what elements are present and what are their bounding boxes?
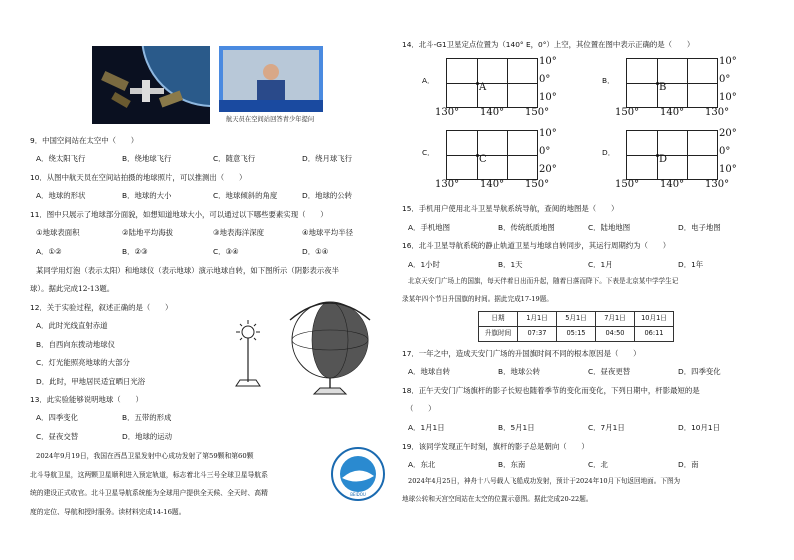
q19-option-b[interactable]: B．东南 — [498, 460, 526, 469]
grid-point-dot — [656, 82, 659, 85]
grid-lon-label: 140° — [480, 179, 505, 190]
q19-option-a[interactable]: A．东北 — [408, 460, 436, 469]
q15-option-c[interactable]: C．陆地地图 — [588, 223, 631, 232]
q11-option-d[interactable]: D．①④ — [302, 247, 329, 256]
grid-lon-label: 130° — [705, 107, 730, 118]
q17-option-a[interactable]: A．地球自转 — [408, 367, 451, 376]
grid-lat-label: 20° — [719, 128, 737, 139]
q15-option-d[interactable]: D．电子地图 — [678, 223, 721, 232]
grid-option-label: D． — [602, 148, 616, 157]
intro-17-line1: 北京天安门广场上的国旗，每天伴着日出而升起，随着日落而降下。下表是北京某中学学生记 — [408, 277, 679, 285]
q11-item-4: ④地球平均半径 — [302, 228, 353, 237]
coordinate-grid — [446, 130, 538, 180]
grid-lon-label: 130° — [705, 179, 730, 190]
grid-lon-label: 140° — [480, 107, 505, 118]
q13-option-b[interactable]: B．五带的形成 — [122, 413, 172, 422]
q18-option-a[interactable]: A．1月1日 — [408, 423, 445, 432]
grid-lat-label: 10° — [719, 92, 737, 103]
grid-option-label: C． — [422, 148, 435, 157]
q10-option-d[interactable]: D．地球的公转 — [302, 191, 353, 200]
q17-option-b[interactable]: B．地球公转 — [498, 367, 541, 376]
grid-option-label: B． — [602, 76, 615, 85]
astronaut-photo — [219, 46, 323, 112]
grid-lat-label: 0° — [539, 74, 551, 85]
grid-lon-label: 140° — [660, 107, 685, 118]
q13-option-a[interactable]: A．四季变化 — [36, 413, 79, 422]
q16-option-b[interactable]: B．1天 — [498, 260, 523, 269]
q18-paren: （ ） — [406, 404, 436, 413]
q17-option-d[interactable]: D．四季变化 — [678, 367, 721, 376]
q11-item-2: ②陆地平均海拔 — [122, 228, 173, 237]
lamp-globe-illustration — [230, 290, 380, 400]
intro-12-line2: 球）。据此完成12-13题。 — [30, 284, 115, 293]
q13-option-d[interactable]: D．地球的运动 — [122, 432, 173, 441]
grid-lon-label: 130° — [435, 179, 460, 190]
q19-stem: 19．该同学发现正午时刻，旗杆的影子总是朝向（ ） — [402, 442, 589, 451]
space-station-illustration — [92, 46, 210, 124]
beidou-logo-text: BEIDOU — [350, 492, 366, 497]
grid-lat-label: 0° — [719, 74, 731, 85]
q19-option-c[interactable]: C．北 — [588, 460, 608, 469]
grid-lat-label: 0° — [539, 146, 551, 157]
intro-14-line2: 北斗导航卫星，这两颗卫星顺利进入预定轨道，标志着北斗三号全球卫星导航系 — [30, 471, 268, 479]
photo-caption: 航天员在空间站回答青少年提问 — [226, 116, 315, 123]
grid-point-dot — [476, 82, 479, 85]
grid-lat-label: 10° — [719, 56, 737, 67]
grid-point-dot — [476, 154, 479, 157]
grid-lat-label: 10° — [719, 164, 737, 175]
grid-point-label: C — [478, 154, 487, 165]
q12-option-a[interactable]: A．此时光线直射赤道 — [36, 321, 108, 330]
q17-option-c[interactable]: C．昼夜更替 — [588, 367, 631, 376]
q11-item-3: ③地表海洋深度 — [213, 228, 264, 237]
intro-14-line1: 2024年9月19日，我国在西昌卫星发射中心成功发射了第59颗和第60颗 — [36, 452, 254, 460]
q9-option-a[interactable]: A．绕太阳飞行 — [36, 154, 86, 163]
q12-option-d[interactable]: D．此时，甲地居民适宜晒日光浴 — [36, 377, 146, 386]
grid-option-label: A． — [422, 76, 435, 85]
q9-stem: 9．中国空间站在太空中（ ） — [30, 136, 139, 145]
table-header-row — [479, 312, 674, 327]
q15-option-b[interactable]: B．传统纸质地图 — [498, 223, 555, 232]
q9-option-b[interactable]: B．绕地球飞行 — [122, 154, 172, 163]
left-column — [30, 0, 390, 560]
coordinate-grid — [626, 130, 718, 180]
right-column — [402, 0, 772, 560]
table-header-cell: 1月1日 — [518, 312, 557, 327]
q18-stem: 18．正午天安门广场旗杆的影子长短也随着季节的变化而变化，下列日期中，杆影最短的是 — [402, 386, 700, 395]
table-cell: 06:11 — [635, 327, 674, 342]
q12-stem: 12．关于实验过程，叙述正确的是（ ） — [30, 303, 173, 312]
intro-17-line2: 录某年四个节日升国旗的时间。据此完成17-19题。 — [402, 295, 553, 303]
grid-lon-label: 150° — [525, 107, 550, 118]
grid-point-label: B — [658, 82, 667, 93]
q12-option-c[interactable]: C．灯光能照亮地球的大部分 — [36, 358, 130, 367]
q19-option-d[interactable]: D．南 — [678, 460, 699, 469]
grid-lat-label: 20° — [539, 164, 557, 175]
q11-stem: 11．图中只展示了地球部分面貌，如想知道地球大小，可以通过以下哪些要素实现（ ） — [30, 210, 328, 219]
q13-stem: 13．此实验能够说明地球（ ） — [30, 395, 143, 404]
table-header-cell: 日期 — [479, 312, 518, 327]
q15-option-a[interactable]: A．手机地图 — [408, 223, 451, 232]
q16-option-c[interactable]: C．1月 — [588, 260, 613, 269]
intro-20-line2: 地球公转和天宫空间站在太空的位置示意图。据此完成20-22题。 — [402, 495, 593, 503]
table-header-cell: 5月1日 — [557, 312, 596, 327]
table-cell: 04:50 — [596, 327, 635, 342]
q12-option-b[interactable]: B．自西向东拨动地球仪 — [36, 340, 115, 349]
grid-lon-label: 150° — [525, 179, 550, 190]
space-station-photo — [92, 46, 210, 124]
q11-option-c[interactable]: C．③④ — [213, 247, 239, 256]
grid-lon-label: 150° — [615, 179, 640, 190]
table-cell: 升旗时间 — [479, 327, 518, 342]
grid-point-dot — [656, 154, 659, 157]
q18-option-d[interactable]: D．10月1日 — [678, 423, 720, 432]
grid-point-label: A — [478, 82, 487, 93]
q9-option-d[interactable]: D．绕月球飞行 — [302, 154, 353, 163]
beidou-logo — [330, 446, 386, 502]
q10-option-c[interactable]: C．地球倾斜的角度 — [213, 191, 278, 200]
grid-lat-label: 10° — [539, 56, 557, 67]
lamp-icon — [236, 320, 260, 386]
intro-20-line1: 2024年4月25日，神舟十八号载人飞船成功发射，预计于2024年10月下旬返回地面。下图为 — [408, 477, 681, 485]
q14-stem: 14．北斗-G1卫星定点位置为（140° E，0°）上空，其位置在图中表示正确的是（ ） — [402, 40, 695, 49]
q11-option-b[interactable]: B．②③ — [122, 247, 148, 256]
grid-option-a[interactable] — [422, 58, 582, 126]
q9-option-c[interactable]: C．随意飞行 — [213, 154, 256, 163]
coordinate-grid — [626, 58, 718, 108]
coordinate-grid — [446, 58, 538, 108]
table-header-cell: 10月1日 — [635, 312, 674, 327]
q18-option-b[interactable]: B．5月1日 — [498, 423, 535, 432]
q10-option-a[interactable]: A．地球的形状 — [36, 191, 86, 200]
table-header-cell: 7月1日 — [596, 312, 635, 327]
q15-stem: 15．手机用户使用北斗卫星导航系统导航，查阅的地图是（ ） — [402, 204, 619, 213]
q16-option-a[interactable]: A．1小时 — [408, 260, 440, 269]
grid-lon-label: 150° — [615, 107, 640, 118]
grid-lat-label: 0° — [719, 146, 731, 157]
q11-item-1: ①地球表面积 — [36, 228, 80, 237]
table-row — [479, 327, 674, 342]
table-cell: 05:15 — [557, 327, 596, 342]
grid-option-b[interactable] — [602, 58, 762, 126]
grid-lat-label: 10° — [539, 128, 557, 139]
intro-14-line3: 统的建设正式收官。北斗卫星导航系统能为全球用户提供全天候、全天时、高精 — [30, 489, 268, 497]
grid-lat-label: 10° — [539, 92, 557, 103]
intro-14-line4: 度的定位、导航和授时服务。读材料完成14-16题。 — [30, 508, 186, 516]
grid-point-label: D — [658, 154, 667, 165]
q11-option-a[interactable]: A．①② — [36, 247, 62, 256]
q13-option-c[interactable]: C．昼夜交替 — [36, 432, 79, 441]
q10-option-b[interactable]: B．地球的大小 — [122, 191, 172, 200]
grid-option-c[interactable] — [422, 130, 582, 198]
q18-option-c[interactable]: C．7月1日 — [588, 423, 625, 432]
intro-12-line1: 某同学用灯泡（表示太阳）和地球仪（表示地球）演示地球自转，如下图所示（阴影表示夜半 — [36, 266, 340, 275]
grid-lon-label: 130° — [435, 107, 460, 118]
q17-stem: 17．一年之中，造成天安门广场的升国旗时间不同的根本原因是（ ） — [402, 349, 641, 358]
astronaut-illustration — [219, 46, 323, 112]
grid-option-d[interactable] — [602, 130, 762, 198]
table-cell: 07:37 — [518, 327, 557, 342]
q10-stem: 10．从图中航天员在空间站拍摄的地球照片，可以推测出（ ） — [30, 173, 247, 182]
grid-lon-label: 140° — [660, 179, 685, 190]
globe-icon — [290, 302, 370, 394]
q16-stem: 16．北斗卫星导航系统的静止轨道卫星与地球自转同步，其运行周期约为（ ） — [402, 241, 671, 250]
q16-option-d[interactable]: D．1年 — [678, 260, 704, 269]
flag-raising-table — [478, 311, 674, 342]
